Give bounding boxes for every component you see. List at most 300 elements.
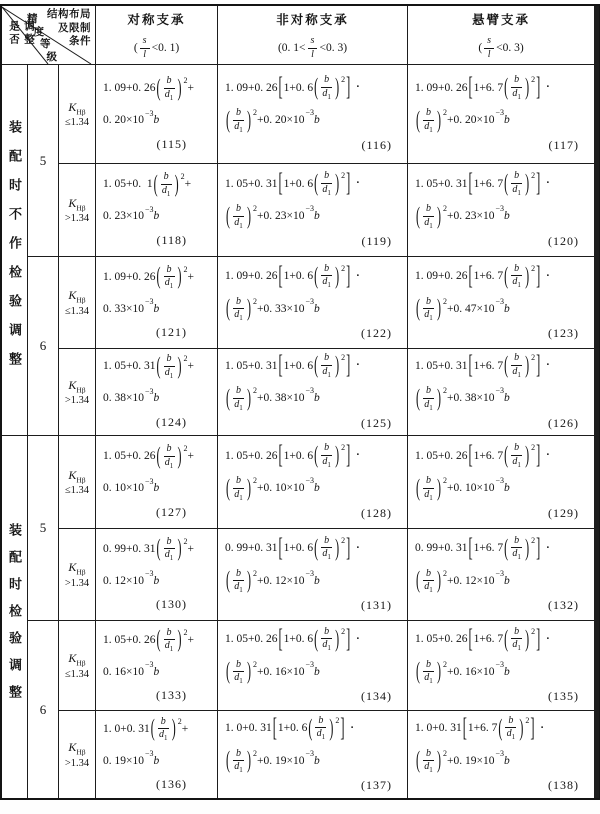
denominator-var: d (316, 728, 322, 740)
close-paren-icon: ) (525, 623, 530, 653)
fraction-denominator (317, 728, 326, 741)
exponent: −3 (495, 659, 505, 669)
facewidth-var: b (314, 392, 320, 405)
times-ten: ×10 (476, 392, 495, 405)
condition-prefix: (0. 1< (277, 41, 306, 54)
formula-line-2 (225, 104, 404, 134)
plus-sign: + (257, 574, 264, 587)
denominator-subscript: 1 (169, 282, 174, 291)
formula-cell-asymmetric (218, 621, 407, 710)
open-bracket-icon: [ (468, 349, 473, 380)
open-bracket-icon: [ (278, 349, 283, 380)
denominator-subscript: 1 (511, 733, 516, 742)
fraction-denominator (512, 88, 521, 101)
times-ten: ×10 (476, 574, 495, 587)
equation-number: (117) (548, 137, 579, 152)
formula-line-1 (415, 167, 591, 198)
denominator-var: d (234, 488, 240, 500)
formula-line-1 (103, 353, 214, 380)
fraction-denominator (512, 639, 521, 652)
formula-cell-asymmetric (218, 164, 407, 256)
multiplication-dot-icon: · (355, 630, 361, 647)
formula-head: 1. 05+0. 31 (415, 359, 468, 372)
fraction (233, 107, 244, 134)
fraction (233, 475, 244, 502)
squared-exponent: 2 (531, 263, 536, 273)
fraction-numerator: b (423, 296, 434, 310)
denominator-var: d (164, 277, 170, 289)
equation-number: (135) (548, 689, 579, 704)
denominator-var: d (164, 88, 170, 100)
multiplication-dot-icon: · (545, 267, 551, 284)
fraction-denominator (424, 399, 433, 412)
denominator-subscript: 1 (327, 188, 331, 197)
facewidth-var: b (504, 392, 510, 405)
formula-line-1 (225, 623, 404, 654)
times-ten: ×10 (126, 302, 144, 315)
plus-sign: + (184, 178, 192, 191)
denominator-subscript: 1 (239, 403, 243, 412)
facewidth-var: b (504, 754, 510, 767)
formula-line-2 (225, 200, 404, 230)
denominator-subscript: 1 (327, 644, 331, 653)
k-condition-cell (59, 529, 95, 620)
denominator-subscript: 1 (169, 461, 174, 470)
squared-exponent: 2 (525, 715, 530, 725)
open-paren-icon: ( (504, 532, 509, 562)
condition-suffix: <0. 1) (151, 41, 180, 54)
formula-cell-cantilever (408, 621, 594, 710)
formula-cell-asymmetric (218, 349, 407, 435)
multiplication-dot-icon: · (545, 175, 551, 192)
squared-exponent: 2 (443, 108, 447, 117)
denominator-var: l (143, 48, 147, 60)
equation-number: (131) (361, 598, 392, 613)
open-paren-icon: ( (416, 565, 420, 595)
equation-number: (132) (548, 598, 579, 613)
bracket-inner: 1+6. 7 (473, 177, 504, 190)
formula-cell-cantilever (408, 164, 594, 256)
equation-number: (133) (156, 688, 187, 703)
exponent: −3 (305, 476, 315, 485)
k-subscript: Hβ (76, 658, 86, 668)
equation-number: (119) (361, 233, 392, 248)
open-paren-icon: ( (416, 104, 420, 134)
fraction-numerator: b (164, 627, 175, 641)
squared-exponent: 2 (183, 264, 188, 274)
open-paren-icon: ( (314, 532, 319, 562)
plus-sign: + (181, 722, 189, 735)
squared-exponent: 2 (253, 748, 257, 758)
plus-sign: + (257, 302, 264, 315)
fraction-denominator (512, 456, 521, 469)
formula-head: 1. 05+0. 26 (415, 449, 468, 462)
multiplication-dot-icon: · (545, 539, 551, 556)
facewidth-var: b (153, 302, 160, 315)
formula-cell-cantilever (408, 529, 594, 620)
close-paren-icon: ) (335, 440, 340, 470)
equation-number: (138) (548, 778, 579, 793)
formula-head: 1. 05+0. 26 (225, 449, 278, 462)
equation-number: (124) (156, 414, 187, 429)
k-variable: K (68, 560, 77, 575)
close-paren-icon: ) (174, 169, 179, 198)
exponent: −3 (495, 204, 505, 213)
open-paren-icon: ( (504, 72, 509, 102)
denominator-var: d (164, 456, 170, 468)
fraction-denominator (234, 121, 243, 134)
k-variable: K (68, 288, 77, 303)
k-subscript: Hβ (76, 203, 86, 213)
formula-head: 1. 05+0. 26 (103, 450, 156, 463)
assembly-group-label: 装配时不作检验调整 (7, 119, 22, 381)
coefficient: 0. 16 (453, 665, 477, 678)
denominator-subscript: 1 (169, 645, 174, 654)
denominator-var: d (234, 581, 240, 592)
formula-line-2 (415, 200, 591, 230)
support-type-header (408, 6, 594, 64)
formula-line-2 (415, 745, 591, 775)
close-paren-icon: ) (437, 293, 441, 323)
close-bracket-icon: ] (536, 260, 541, 291)
k-subscript: Hβ (76, 747, 86, 757)
fraction (423, 296, 434, 323)
plus-sign: + (257, 482, 264, 495)
formula-line-2 (415, 565, 591, 595)
coefficient: 0. 23 (103, 210, 126, 223)
squared-exponent: 2 (341, 171, 346, 181)
fraction (315, 715, 326, 742)
denominator-subscript: 1 (517, 281, 521, 290)
close-paren-icon: ) (247, 565, 251, 595)
squared-exponent: 2 (341, 263, 346, 273)
k-variable: K (68, 99, 77, 114)
facewidth-var: b (504, 482, 510, 495)
fraction (321, 263, 332, 290)
denominator-var: l (487, 48, 491, 60)
close-paren-icon: ) (335, 72, 340, 102)
multiplication-dot-icon: · (349, 719, 355, 736)
close-paren-icon: ) (177, 533, 182, 563)
equation-number: (134) (361, 689, 392, 704)
plus-sign: + (257, 114, 264, 127)
formula-cell-cantilever (408, 349, 594, 435)
formula-line-2 (103, 659, 214, 684)
corner-header-cell (2, 6, 95, 64)
close-bracket-icon: ] (346, 532, 351, 563)
exponent: −3 (495, 296, 505, 306)
fraction (484, 35, 494, 60)
open-bracket-icon: [ (468, 71, 473, 102)
fraction (321, 352, 332, 379)
open-bracket-icon: [ (462, 712, 467, 743)
multiplication-dot-icon: · (355, 79, 361, 96)
close-paren-icon: ) (335, 260, 340, 290)
k-subscript: Hβ (76, 295, 86, 305)
multiplication-dot-icon: · (355, 267, 361, 284)
squared-exponent: 2 (531, 535, 536, 545)
close-paren-icon: ) (525, 72, 530, 102)
formula-line-2 (103, 568, 214, 593)
grade-value: 5 (39, 152, 47, 168)
formula-line-1 (103, 713, 214, 743)
exponent: −3 (305, 204, 315, 213)
formula-line-1 (103, 443, 214, 470)
bracket-inner: 1+0. 6 (283, 270, 314, 283)
condition-suffix: <0. 3) (496, 41, 524, 54)
fraction-numerator: b (511, 263, 522, 277)
denominator-subscript: 1 (169, 93, 174, 102)
multiplication-dot-icon: · (355, 539, 361, 556)
close-bracket-icon: ] (536, 439, 541, 470)
squared-exponent: 2 (443, 748, 447, 758)
close-paren-icon: ) (437, 382, 441, 412)
fraction (321, 535, 332, 562)
k-relation: ≤1.34 (64, 668, 90, 680)
formula-cell-symmetric (96, 349, 217, 435)
fraction (511, 74, 522, 101)
times-ten: ×10 (126, 665, 144, 678)
coefficient: 0. 19 (263, 754, 287, 767)
fraction-numerator: b (233, 475, 244, 489)
k-relation: >1.34 (64, 757, 90, 769)
fraction-denominator (322, 639, 331, 652)
denominator-var: d (234, 398, 240, 410)
k-relation: ≤1.34 (64, 485, 90, 497)
formula-line-1 (415, 260, 591, 291)
denominator-var: d (322, 639, 328, 651)
fraction-numerator: b (164, 536, 175, 550)
fraction (423, 107, 434, 134)
open-bracket-icon: [ (468, 167, 473, 198)
open-paren-icon: ( (416, 382, 420, 412)
open-paren-icon: ( (504, 168, 509, 198)
fraction (321, 74, 332, 101)
denominator-subscript: 1 (517, 460, 521, 469)
grade-cell (28, 257, 58, 435)
fraction-denominator (234, 672, 243, 685)
open-bracket-icon: [ (272, 712, 277, 743)
denominator-var: d (506, 728, 512, 740)
fraction-denominator (512, 548, 521, 561)
support-type-title: 对称支承 (127, 13, 186, 27)
equation-number: (115) (156, 136, 187, 151)
fraction-numerator: b (423, 748, 434, 762)
fraction-numerator: b (423, 659, 434, 673)
formula-head: 1. 09+0. 26 (225, 81, 278, 94)
formula-cell-asymmetric (218, 529, 407, 620)
fraction-denominator (162, 185, 171, 198)
k-subscript: Hβ (76, 567, 86, 577)
denominator-subscript: 1 (169, 371, 174, 380)
fraction-numerator: b (511, 352, 522, 366)
open-paren-icon: ( (504, 350, 509, 380)
assembly-group-cell (2, 436, 27, 798)
fraction (321, 170, 332, 197)
plus-sign: + (447, 392, 454, 405)
fraction-denominator (488, 49, 491, 61)
load-factor-formula-table (0, 4, 600, 800)
multiplication-dot-icon: · (355, 175, 361, 192)
k-subscript: Hβ (76, 475, 86, 485)
fraction-denominator (424, 121, 433, 134)
close-paren-icon: ) (247, 104, 251, 134)
open-bracket-icon: [ (468, 260, 473, 291)
close-paren-icon: ) (247, 656, 251, 686)
squared-exponent: 2 (183, 354, 188, 364)
squared-exponent: 2 (253, 204, 257, 213)
denominator-subscript: 1 (239, 677, 243, 685)
formula-head: 1. 05+0. 31 (225, 177, 278, 190)
times-ten: ×10 (286, 665, 305, 678)
squared-exponent: 2 (341, 353, 346, 363)
times-ten: ×10 (126, 754, 144, 767)
denominator-var: d (424, 309, 430, 320)
coefficient: 0. 16 (103, 665, 126, 678)
formula-head: 0. 99+0. 31 (225, 542, 278, 555)
exponent: −3 (305, 108, 315, 117)
fraction-numerator: b (423, 385, 434, 399)
close-bracket-icon: ] (340, 712, 345, 743)
formula-line-1 (415, 532, 591, 563)
open-paren-icon: ( (156, 73, 161, 102)
facewidth-var: b (504, 210, 510, 223)
plus-sign: + (447, 574, 454, 587)
fraction (511, 352, 522, 379)
open-bracket-icon: [ (278, 439, 283, 470)
coefficient: 0. 20 (103, 114, 126, 127)
formula-line-2 (225, 382, 404, 412)
times-ten: ×10 (126, 574, 144, 587)
grade-cell (28, 65, 58, 256)
fraction-numerator: b (233, 568, 244, 582)
equation-number: (123) (548, 326, 579, 341)
open-paren-icon: ( (156, 624, 161, 654)
open-bracket-icon: [ (468, 532, 473, 563)
squared-exponent: 2 (183, 444, 188, 454)
denominator-var: d (512, 639, 518, 651)
k-variable: K (68, 467, 77, 482)
support-type-title: 悬臂支承 (471, 13, 530, 27)
exponent: −3 (305, 386, 315, 395)
formula-head: 1. 05+0. 31 (415, 177, 468, 190)
k-relation: >1.34 (64, 577, 90, 589)
bracket-inner: 1+6. 7 (473, 359, 504, 372)
open-paren-icon: ( (308, 712, 313, 742)
fraction-numerator: b (423, 568, 434, 582)
formula-head: 1. 09+0. 26 (103, 82, 156, 95)
fraction-numerator: b (511, 74, 522, 88)
plus-sign: + (447, 754, 454, 767)
squared-exponent: 2 (177, 716, 182, 726)
formula-line-1 (103, 261, 214, 291)
exponent: −3 (145, 660, 154, 670)
fraction-denominator (322, 184, 331, 197)
squared-exponent: 2 (443, 476, 447, 485)
fraction (511, 535, 522, 562)
multiplication-dot-icon: · (539, 719, 545, 736)
squared-exponent: 2 (443, 659, 447, 669)
adjust-or-not-label: 是否调整 (8, 20, 35, 47)
close-paren-icon: ) (335, 623, 340, 653)
coefficient: 0. 33 (263, 302, 287, 315)
close-bracket-icon: ] (536, 167, 541, 198)
formula-head: 0. 99+0. 31 (103, 542, 156, 555)
close-bracket-icon: ] (536, 532, 541, 563)
fraction-denominator (424, 489, 433, 502)
fraction-denominator (165, 457, 174, 470)
fraction (511, 263, 522, 290)
equation-number: (121) (156, 325, 187, 340)
squared-exponent: 2 (253, 386, 257, 395)
denominator-var: d (164, 366, 170, 378)
facewidth-var: b (153, 482, 160, 495)
bracket-inner: 1+6. 7 (467, 722, 498, 735)
times-ten: ×10 (126, 482, 144, 495)
formula-line-2 (225, 472, 404, 502)
times-ten: ×10 (476, 302, 495, 315)
grade-cell (28, 436, 58, 620)
fraction-numerator: b (505, 715, 516, 729)
denominator-subscript: 1 (429, 766, 433, 774)
denominator-subscript: 1 (429, 221, 433, 230)
close-paren-icon: ) (437, 656, 441, 686)
open-paren-icon: ( (504, 440, 509, 470)
fraction (164, 536, 175, 563)
times-ten: ×10 (286, 210, 305, 223)
fraction (308, 35, 318, 60)
squared-exponent: 2 (183, 627, 188, 637)
coefficient: 0. 19 (453, 754, 477, 767)
equation-number: (128) (361, 505, 392, 520)
fraction-numerator: b (315, 715, 326, 729)
exponent: −3 (495, 108, 505, 117)
bracket-inner: 1+0. 6 (277, 722, 308, 735)
fraction-numerator: b (161, 171, 172, 185)
open-paren-icon: ( (314, 168, 319, 198)
close-paren-icon: ) (335, 532, 340, 562)
formula-cell-asymmetric (218, 436, 407, 528)
formula-line-1 (225, 167, 404, 198)
formula-head: 1. 0+0. 31 (103, 722, 150, 735)
condition-suffix: <0. 3) (319, 41, 348, 54)
fraction-denominator (322, 456, 331, 469)
denominator-var: d (512, 276, 518, 288)
formula-head: 1. 05+0. 1 (103, 178, 153, 191)
squared-exponent: 2 (341, 535, 346, 545)
denominator-var: d (424, 672, 430, 683)
equation-number: (120) (548, 233, 579, 248)
bracket-inner: 1+0. 6 (283, 359, 314, 372)
times-ten: ×10 (286, 114, 305, 127)
formula-line-2 (415, 656, 591, 686)
fraction-numerator: b (511, 170, 522, 184)
denominator-var: d (424, 761, 430, 772)
k-condition-cell (59, 65, 95, 163)
precision-grade-label-char: 等 (40, 38, 51, 50)
fraction-numerator: b (321, 170, 332, 184)
formula-cell-symmetric (96, 711, 217, 798)
equation-number: (125) (361, 415, 392, 430)
multiplication-dot-icon: · (545, 630, 551, 647)
denominator-var: d (512, 548, 518, 560)
plus-sign: + (187, 270, 194, 283)
close-paren-icon: ) (247, 382, 251, 412)
times-ten: ×10 (126, 114, 144, 127)
fraction-denominator (424, 309, 433, 322)
fraction (511, 626, 522, 653)
open-paren-icon: ( (226, 200, 230, 230)
